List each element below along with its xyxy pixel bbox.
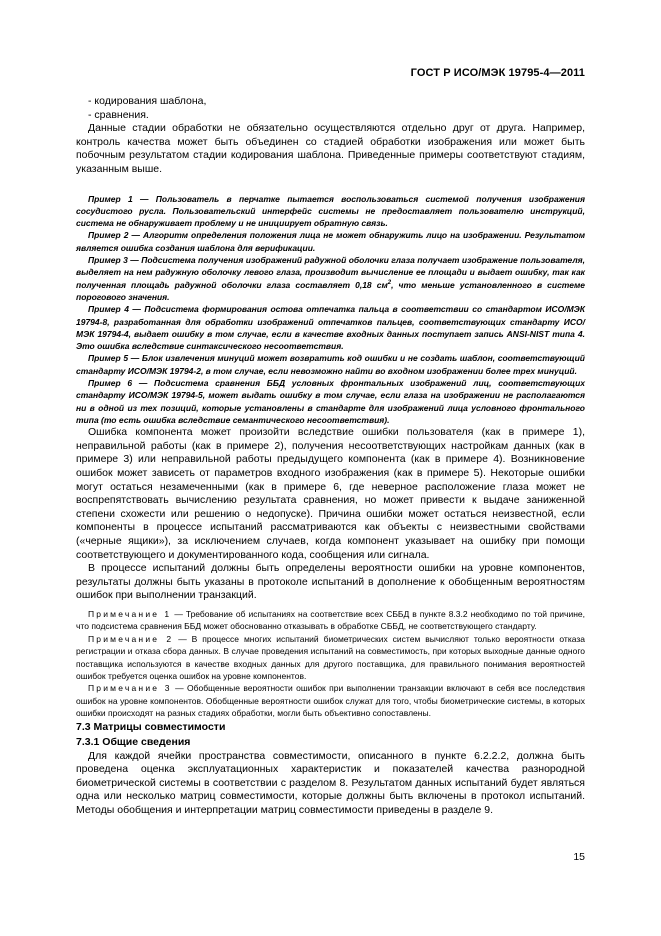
note-1 [76, 608, 585, 633]
note-label: Примечание 3 [88, 683, 172, 694]
note-label: Примечание 2 [88, 633, 174, 644]
example-5: Пример 5 — Блок извлечения минуций может возвратить код ошибки и не создать шаблон, соответствующий стандарту ИСО/МЭК 19794-2, в том случае, если невозможно найти во входном изображении более трех минуций. [76, 353, 585, 376]
example-3 [76, 254, 585, 303]
paragraph-test-process: В процессе испытаний должны быть определены вероятности ошибки на уровне компонентов, результаты должны быть указаны в протоколе испытаний в дополнение к обобщенным вероятностям ошибок при выполнении транзакций. [76, 562, 585, 602]
note-label: Примечание 1 [88, 608, 172, 619]
example-1: Пример 1 — Пользователь в перчатке пытается воспользоваться системой получения изображения сосудистого русла. Пользовательский интерфейс системы не предоставляет пользователю инструкций, система не обнаруживает проблему и не инициирует обратную связь. [76, 193, 585, 229]
examples-block [76, 193, 585, 427]
notes-block [76, 608, 585, 720]
note-text: — Требование об испытаниях на соответствие всех СББД в пункте 8.3.2 необходимо по той причине, что подсистема сравнения ББД может обоснованно отказывать в обработке СББД, не соответствующего стандарту. [76, 608, 585, 632]
list-item: - кодирования шаблона, [88, 95, 207, 107]
superscript: 2 [387, 279, 392, 286]
page-content [76, 95, 585, 818]
subsection-heading: 7.3.1 Общие сведения [76, 735, 191, 748]
note-2 [76, 633, 585, 683]
note-3 [76, 682, 585, 719]
note-text: — Обобщенные вероятности ошибок при выполнении транзакции включают в себя все последствия ошибок на уровне компонентов. Обобщенные вероятности ошибок служат для того, чтобы биометрические системы, в которых ошибки происходят на разных стадиях обработки, могли быть объективно сопоставлены. [76, 683, 585, 719]
example-3-tail: , что меньше установленного в системе порогового значения. [76, 279, 585, 302]
paragraph-component-errors: Ошибка компонента может произойти вследствие ошибки пользователя (как в примере 1), неправильной работы (как в примере 2), получения несоответствующих настройкам данных (как в примере 3) или неправильной работы предыдущего компонента (как в примере 4). Возникновение ошибок может зависеть от параметров входного изображения (как в примере 5). Некоторые ошибки могут остаться незамеченными (как в примере 6, где неверное расположение глаза может не воспрепятствовать вычислению результата сравнения, но может привести к выдаче заниженной степени схожести или решению о недопуске). Причина ошибки может остаться неизвестной, если компоненты в процессе испытаний рассматриваются как объекты с неизвестными свойствами («черные ящики»), за исключением случаев, когда компонент указывает на ошибку при помощи соответствующего и документированного кода, сообщения или сигнала. [76, 426, 585, 561]
example-4: Пример 4 — Подсистема формирования остова отпечатка пальца в соответствии со стандартом ИСО/МЭК 19794-8, разработанная для обработки изображений отпечатков пальцев, соответствующих стандарту ИСО/МЭК 19794-4, выдает ошибку в том случае, если в качестве входных данных поступает запись ANSI-NIST типа 4. Это ошибка вследствие синтаксического несоответствия. [76, 304, 585, 352]
list-item: - сравнения. [88, 108, 149, 121]
example-3-text: Пример 3 — Подсистема получения изображений радужной оболочки глаза получает изображение пользователя, выделяет на нем радужную оболочку левого глаза, производит вычисление ее площади и выдает ошибку, так как полученная площадь радужной оболочки глаза составляет 0,18 см [76, 255, 585, 290]
page-header: ГОСТ Р ИСО/МЭК 19795-4—2011 [410, 67, 585, 79]
example-6: Пример 6 — Подсистема сравнения ББД условных фронтальных изображений лиц, соответствующих стандарту ИСО/МЭК 19794-5, может выдать ошибку в том случае, если глаза на изображении не располагаются ни в одной из тех позиций, которые установлены в стандарте для изображений лица условного фронтального типа (то есть ошибка вследствие семантического несоответствия). [76, 378, 585, 425]
page-number: 15 [573, 851, 585, 863]
section-heading: 7.3 Матрицы совместимости [76, 720, 226, 733]
example-2: Пример 2 — Алгоритм определения положения лица не может обнаружить лицо на изображении. Результатом является ошибка создания шаблона для верификации. [76, 230, 585, 253]
note-text: — В процессе многих испытаний биометрических систем вычисляют только вероятности отказа регистрации и отказа сбора данных. В случае проведения испытаний на совместимость, при которых выходные данные одного поставщика используются в качестве входных данных для другого поставщика, для правильного понимания вероятностей ошибок требуется оценка ошибок на уровне компонентов. [76, 633, 585, 681]
paragraph-intro: Данные стадии обработки не обязательно осуществляются отдельно друг от друга. Например, контроль качества может быть объединен со стадией обработки изображения или может быть побочным результатом стадии кодирования шаблона. Приведенные примеры соответствуют стадиям, указанным выше. [76, 122, 585, 175]
paragraph-compatibility: Для каждой ячейки пространства совместимости, описанного в пункте 6.2.2.2, должна быть проведена оценка эксплуатационных характеристик и показателей качества разнородной биометрической системы в соответствии с разделом 8. Результатом данных испытаний будет являться одна или несколько матриц совместимости, которые должны быть включены в протокол испытаний. Методы обобщения и интерпретации матриц совместимости приведены в разделе 9. [76, 749, 585, 816]
